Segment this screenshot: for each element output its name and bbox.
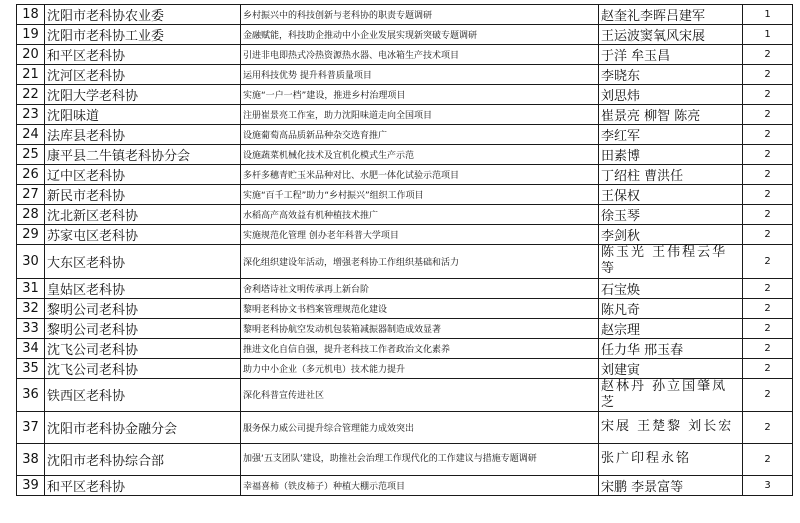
table-row bbox=[17, 298, 793, 318]
table-row bbox=[17, 125, 793, 145]
members-cell: 陈玉光 王伟程云华等 bbox=[599, 245, 743, 279]
level-cell: 2 bbox=[743, 412, 793, 444]
unit-name-cell: 黎明公司老科协 bbox=[45, 298, 241, 318]
row-number-cell: 18 bbox=[17, 5, 45, 25]
level-cell: 2 bbox=[743, 444, 793, 476]
members-cell: 石宝焕 bbox=[599, 278, 743, 298]
level-cell: 2 bbox=[743, 338, 793, 358]
unit-name-cell: 沈河区老科协 bbox=[45, 65, 241, 85]
unit-name-cell: 黎明公司老科协 bbox=[45, 318, 241, 338]
project-title-cell: 实施规范化管理 创办老年科普大学项目 bbox=[241, 225, 599, 245]
row-number-cell: 28 bbox=[17, 205, 45, 225]
row-number-cell: 24 bbox=[17, 125, 45, 145]
members-cell: 王保权 bbox=[599, 185, 743, 205]
members-cell: 于洋 牟玉昌 bbox=[599, 45, 743, 65]
members-cell: 赵宗理 bbox=[599, 318, 743, 338]
level-cell: 3 bbox=[743, 476, 793, 496]
table-row bbox=[17, 205, 793, 225]
project-title-cell: 实施“百千工程”助力“乡村振兴”组织工作项目 bbox=[241, 185, 599, 205]
unit-name-cell: 沈北新区老科协 bbox=[45, 205, 241, 225]
row-number-cell: 38 bbox=[17, 444, 45, 476]
row-number-cell: 20 bbox=[17, 45, 45, 65]
unit-name-cell: 沈阳市老科协金融分会 bbox=[45, 412, 241, 444]
level-cell: 2 bbox=[743, 378, 793, 412]
row-number-cell: 21 bbox=[17, 65, 45, 85]
row-number-cell: 35 bbox=[17, 358, 45, 378]
table-body bbox=[17, 5, 793, 496]
table-row bbox=[17, 278, 793, 298]
members-cell: 丁绍柱 曹洪任 bbox=[599, 165, 743, 185]
level-cell: 2 bbox=[743, 278, 793, 298]
table-row bbox=[17, 185, 793, 205]
level-cell: 2 bbox=[743, 205, 793, 225]
row-number-cell: 36 bbox=[17, 378, 45, 412]
row-number-cell: 33 bbox=[17, 318, 45, 338]
members-cell: 刘思炜 bbox=[599, 85, 743, 105]
members-cell: 徐玉琴 bbox=[599, 205, 743, 225]
level-cell: 2 bbox=[743, 85, 793, 105]
project-title-cell: 深化组织建设年活动，增强老科协工作组织基础和活力 bbox=[241, 245, 599, 279]
members-cell: 张广印程永铭 bbox=[599, 444, 743, 476]
row-number-cell: 19 bbox=[17, 25, 45, 45]
level-cell: 2 bbox=[743, 165, 793, 185]
unit-name-cell: 皇姑区老科协 bbox=[45, 278, 241, 298]
project-title-cell: 多杆多穗青贮玉米品种对比、水肥一体化试验示范项目 bbox=[241, 165, 599, 185]
row-number-cell: 27 bbox=[17, 185, 45, 205]
level-cell: 2 bbox=[743, 145, 793, 165]
project-title-cell: 金融赋能，科技助企推动中小企业发展实现新突破专题调研 bbox=[241, 25, 599, 45]
table-row bbox=[17, 358, 793, 378]
project-title-cell: 服务保力威公司提升综合管理能力成效突出 bbox=[241, 412, 599, 444]
table-row bbox=[17, 25, 793, 45]
level-cell: 2 bbox=[743, 105, 793, 125]
table-row bbox=[17, 85, 793, 105]
row-number-cell: 31 bbox=[17, 278, 45, 298]
level-cell: 2 bbox=[743, 358, 793, 378]
level-cell: 2 bbox=[743, 45, 793, 65]
row-number-cell: 23 bbox=[17, 105, 45, 125]
project-title-cell: 引进非电即热式冷热资源热水器、电冰箱生产技术项目 bbox=[241, 45, 599, 65]
unit-name-cell: 沈阳味道 bbox=[45, 105, 241, 125]
project-title-cell: 设施葡萄高品质新品种杂交选育推广 bbox=[241, 125, 599, 145]
members-cell: 赵奎礼李晖吕建军 bbox=[599, 5, 743, 25]
table-row bbox=[17, 145, 793, 165]
level-cell: 1 bbox=[743, 5, 793, 25]
table-row bbox=[17, 378, 793, 412]
project-title-cell: 推进文化自信自强，提升老科技工作者政治文化素养 bbox=[241, 338, 599, 358]
project-title-cell: 深化科普宣传进社区 bbox=[241, 378, 599, 412]
unit-name-cell: 沈阳市老科协工业委 bbox=[45, 25, 241, 45]
unit-name-cell: 沈阳市老科协农业委 bbox=[45, 5, 241, 25]
table-row bbox=[17, 338, 793, 358]
project-title-cell: 运用科技优势 提升科普质量项目 bbox=[241, 65, 599, 85]
project-title-cell: 加强‘五支团队’建设，助推社会治理工作现代化的工作建议与措施专题调研 bbox=[241, 444, 599, 476]
level-cell: 1 bbox=[743, 25, 793, 45]
project-title-cell: 设施蔬菜机械化技术及宜机化模式生产示范 bbox=[241, 145, 599, 165]
row-number-cell: 26 bbox=[17, 165, 45, 185]
unit-name-cell: 和平区老科协 bbox=[45, 476, 241, 496]
row-number-cell: 34 bbox=[17, 338, 45, 358]
table-row bbox=[17, 65, 793, 85]
row-number-cell: 25 bbox=[17, 145, 45, 165]
table-row bbox=[17, 476, 793, 496]
table-row bbox=[17, 225, 793, 245]
project-title-cell: 水稻高产高效益有机种植技术推广 bbox=[241, 205, 599, 225]
members-cell: 宋鹏 李景富等 bbox=[599, 476, 743, 496]
unit-name-cell: 辽中区老科协 bbox=[45, 165, 241, 185]
members-cell: 任力华 邢玉春 bbox=[599, 338, 743, 358]
project-title-cell: 实施“一户一档”建设，推进乡村治理项目 bbox=[241, 85, 599, 105]
level-cell: 2 bbox=[743, 245, 793, 279]
members-cell: 刘建寅 bbox=[599, 358, 743, 378]
table-row bbox=[17, 318, 793, 338]
project-title-cell: 乡村振兴中的科技创新与老科协的职责专题调研 bbox=[241, 5, 599, 25]
unit-name-cell: 康平县二牛镇老科协分会 bbox=[45, 145, 241, 165]
level-cell: 2 bbox=[743, 185, 793, 205]
project-title-cell: 注册崔景亮工作室，助力沈阳味道走向全国项目 bbox=[241, 105, 599, 125]
members-cell: 赵林丹 孙立国肇凤芝 bbox=[599, 378, 743, 412]
unit-name-cell: 法库县老科协 bbox=[45, 125, 241, 145]
unit-name-cell: 沈飞公司老科协 bbox=[45, 358, 241, 378]
members-cell: 陈凡奇 bbox=[599, 298, 743, 318]
members-cell: 宋展 王楚黎 刘长宏 bbox=[599, 412, 743, 444]
unit-name-cell: 苏家屯区老科协 bbox=[45, 225, 241, 245]
members-cell: 李剑秋 bbox=[599, 225, 743, 245]
level-cell: 2 bbox=[743, 298, 793, 318]
table-row bbox=[17, 45, 793, 65]
project-title-cell: 助力中小企业（多元机电）技术能力提升 bbox=[241, 358, 599, 378]
row-number-cell: 37 bbox=[17, 412, 45, 444]
table-row bbox=[17, 5, 793, 25]
row-number-cell: 29 bbox=[17, 225, 45, 245]
level-cell: 2 bbox=[743, 65, 793, 85]
unit-name-cell: 沈阳市老科协综合部 bbox=[45, 444, 241, 476]
project-title-cell: 舍利塔诗社文明传承再上新台阶 bbox=[241, 278, 599, 298]
level-cell: 2 bbox=[743, 125, 793, 145]
project-title-cell: 黎明老科协文书档案管理规范化建设 bbox=[241, 298, 599, 318]
unit-name-cell: 沈阳大学老科协 bbox=[45, 85, 241, 105]
row-number-cell: 39 bbox=[17, 476, 45, 496]
unit-name-cell: 沈飞公司老科协 bbox=[45, 338, 241, 358]
project-title-cell: 黎明老科协航空发动机包装箱减振器制造成效显著 bbox=[241, 318, 599, 338]
row-number-cell: 32 bbox=[17, 298, 45, 318]
row-number-cell: 30 bbox=[17, 245, 45, 279]
members-cell: 崔景亮 柳智 陈亮 bbox=[599, 105, 743, 125]
table-row bbox=[17, 444, 793, 476]
unit-name-cell: 铁西区老科协 bbox=[45, 378, 241, 412]
table-row bbox=[17, 245, 793, 279]
members-cell: 王运波窦氧风宋展 bbox=[599, 25, 743, 45]
table-row bbox=[17, 165, 793, 185]
row-number-cell: 22 bbox=[17, 85, 45, 105]
level-cell: 2 bbox=[743, 318, 793, 338]
members-cell: 李晓东 bbox=[599, 65, 743, 85]
project-table bbox=[16, 4, 793, 496]
members-cell: 李红军 bbox=[599, 125, 743, 145]
level-cell: 2 bbox=[743, 225, 793, 245]
unit-name-cell: 和平区老科协 bbox=[45, 45, 241, 65]
unit-name-cell: 大东区老科协 bbox=[45, 245, 241, 279]
table-row bbox=[17, 412, 793, 444]
project-title-cell: 幸福喜柿（铁皮柿子）种植大棚示范项目 bbox=[241, 476, 599, 496]
unit-name-cell: 新民市老科协 bbox=[45, 185, 241, 205]
members-cell: 田素博 bbox=[599, 145, 743, 165]
table-row bbox=[17, 105, 793, 125]
